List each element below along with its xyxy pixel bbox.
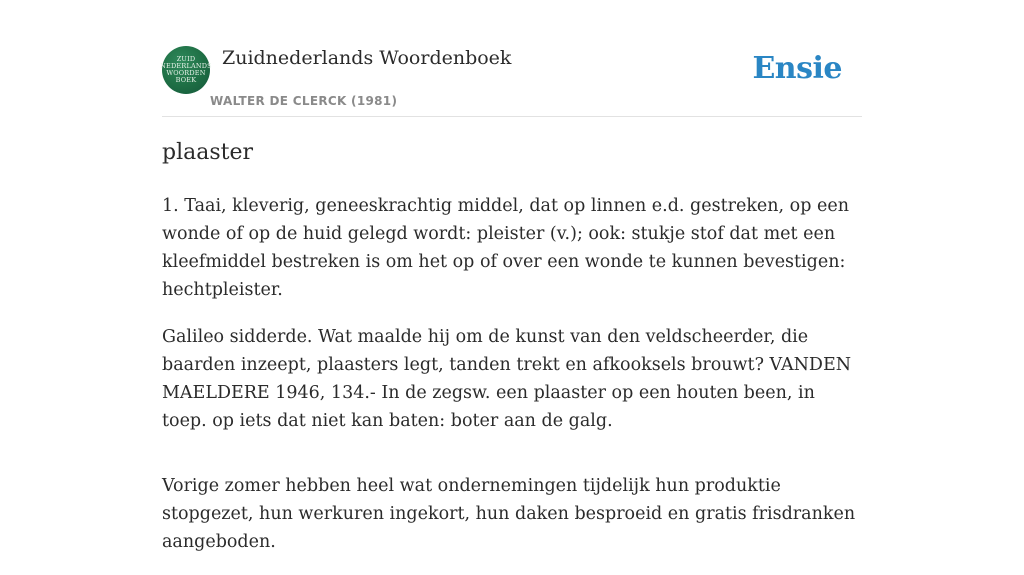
entry-title: plaaster <box>162 140 254 165</box>
book-author: WALTER DE CLERCK (1981) <box>210 94 398 108</box>
ensie-logo-link[interactable]: Ensie <box>752 51 842 86</box>
book-title-link[interactable]: Zuidnederlands Woordenboek <box>222 47 512 69</box>
entry-content <box>162 192 862 575</box>
page <box>160 0 862 552</box>
example-paragraph-2: Vorige zomer hebben heel wat ondernemingen tijdelijk hun produktie stopgezet, hun werkuren ingekort, hun daken besproeid en gratis frisdranken aangeboden. <box>162 476 856 552</box>
definition-paragraph: 1. Taai, kleverig, geneeskrachtig middel, dat op linnen e.d. gestreken, op een wonde of op de huid gelegd wordt: pleister (v.); ook: stukje stof dat met een kleefmiddel bestreken is om het op of over een wonde te kunnen bevestigen: hechtpleister. <box>162 196 849 300</box>
header <box>162 0 862 117</box>
logo-line-4: BOEK <box>175 76 197 84</box>
logo-line-3: WOORDEN <box>166 69 206 77</box>
example-paragraph: Galileo sidderde. Wat maalde hij om de kunst van den veldscheerder, die baarden inzeept, plaasters legt, tanden trekt en afkooksels brouwt? VANDEN MAELDERE 1946, 134.- In de zegsw. een plaaster op een houten been, in toep. op iets dat niet kan baten: boter aan de galg. <box>162 327 852 431</box>
book-logo[interactable] <box>162 46 210 94</box>
logo-line-2: NEDERLANDS <box>160 62 212 70</box>
logo-line-1: ZUID <box>176 55 196 63</box>
